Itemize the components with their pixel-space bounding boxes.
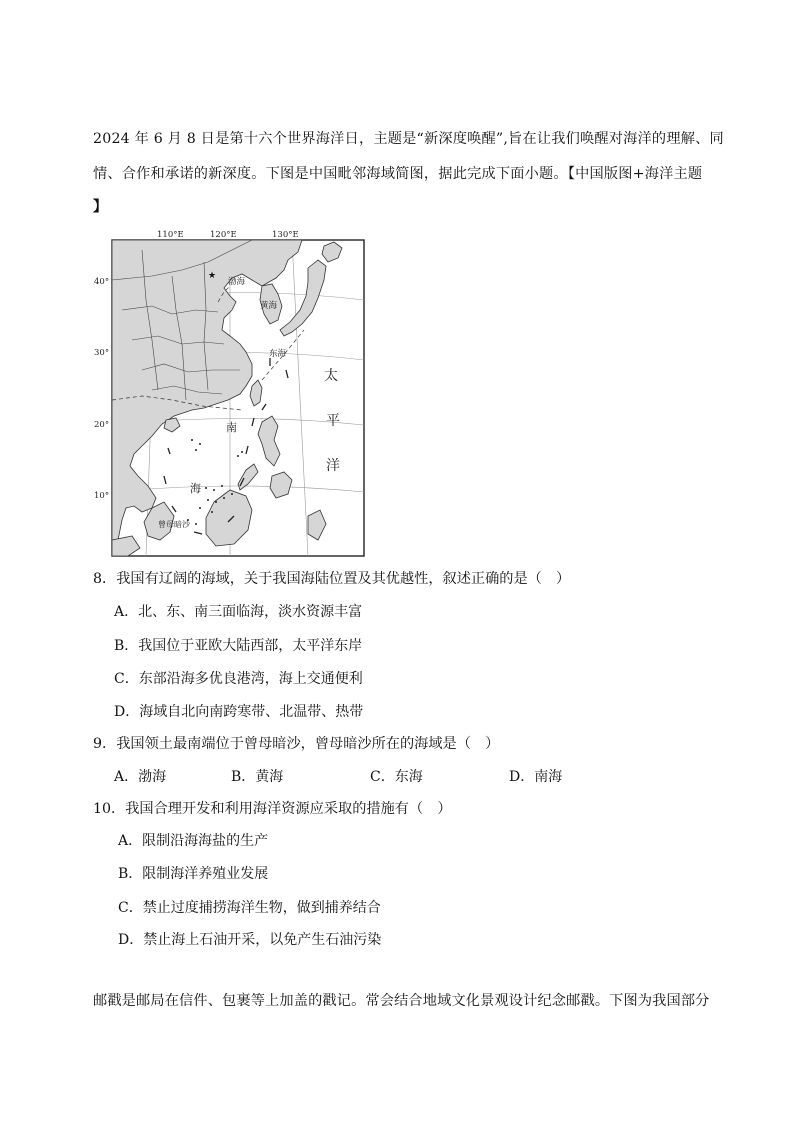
intro-line-2: 情、合作和承诺的新深度。下图是中国毗邻海域简图，据此完成下面小题。【中国版图+海洋主题 bbox=[93, 166, 703, 182]
question-8-stem: 8．我国有辽阔的海域，关于我国海陆位置及其优越性，叙述正确的是（ ） bbox=[93, 571, 571, 587]
question-10-option-b[interactable]: B．限制海洋养殖业发展 bbox=[118, 866, 269, 882]
lon-label-130: 130°E bbox=[272, 230, 299, 240]
question-10-option-d[interactable]: D．禁止海上石油开采，以免产生石油污染 bbox=[118, 932, 382, 948]
lat-label-10: 10° bbox=[94, 491, 110, 501]
hai-label: 海 bbox=[190, 482, 201, 495]
question-8-option-d[interactable]: D．海域自北向南跨寒带、北温带、热带 bbox=[114, 704, 364, 720]
lat-label-20: 20° bbox=[94, 420, 110, 430]
question-10-option-c[interactable]: C．禁止过度捕捞海洋生物，做到捕养结合 bbox=[118, 900, 381, 916]
lon-label-120: 120°E bbox=[210, 230, 237, 240]
china-seas-map bbox=[94, 228, 366, 558]
question-8-option-c[interactable]: C．东部沿海多优良港湾，海上交通便利 bbox=[114, 671, 363, 687]
bohai-label: 渤海 bbox=[228, 277, 246, 287]
question-9-option-d[interactable]: D．南海 bbox=[509, 769, 563, 785]
pacific-label-1: 太 bbox=[324, 368, 338, 384]
huanghai-label: 黄海 bbox=[260, 301, 278, 311]
pacific-label-2: 平 bbox=[326, 413, 340, 429]
question-8-option-b[interactable]: B．我国位于亚欧大陆西部，太平洋东岸 bbox=[114, 638, 363, 654]
question-10-option-a[interactable]: A．限制沿海海盐的生产 bbox=[118, 833, 269, 849]
question-9-option-a[interactable]: A．渤海 bbox=[114, 769, 167, 785]
question-9-option-b[interactable]: B．黄海 bbox=[231, 769, 284, 785]
lon-label-110: 110°E bbox=[157, 230, 184, 240]
next-passage-intro: 邮戳是邮局在信件、包裹等上加盖的戳记。常会结合地域文化景观设计纪念邮戳。下图为我国部分 bbox=[93, 993, 710, 1009]
pacific-label-3: 洋 bbox=[326, 458, 340, 474]
donghai-label: 东海 bbox=[269, 349, 287, 359]
question-10-stem: 10．我国合理开发和利用海洋资源应采取的措施有（ ） bbox=[93, 801, 452, 817]
lat-label-30: 30° bbox=[94, 348, 110, 358]
nan-label: 南 bbox=[226, 421, 237, 434]
question-8-option-a[interactable]: A．北、东、南三面临海，淡水资源丰富 bbox=[114, 604, 363, 620]
capital-star-icon: ★ bbox=[208, 271, 217, 281]
question-9-stem: 9．我国领土最南端位于曾母暗沙，曾母暗沙所在的海域是（ ） bbox=[93, 736, 500, 752]
zengmu-label: 曾母暗沙 bbox=[158, 520, 190, 529]
intro-line-3: 】 bbox=[93, 199, 108, 215]
lat-label-40: 40° bbox=[94, 277, 110, 287]
question-9-option-c[interactable]: C．东海 bbox=[370, 769, 423, 785]
intro-line-1: 2024 年 6 月 8 日是第十六个世界海洋日，主题是“新深度唤醒”,旨在让我们唤醒对海洋的理解、同 bbox=[93, 131, 724, 147]
